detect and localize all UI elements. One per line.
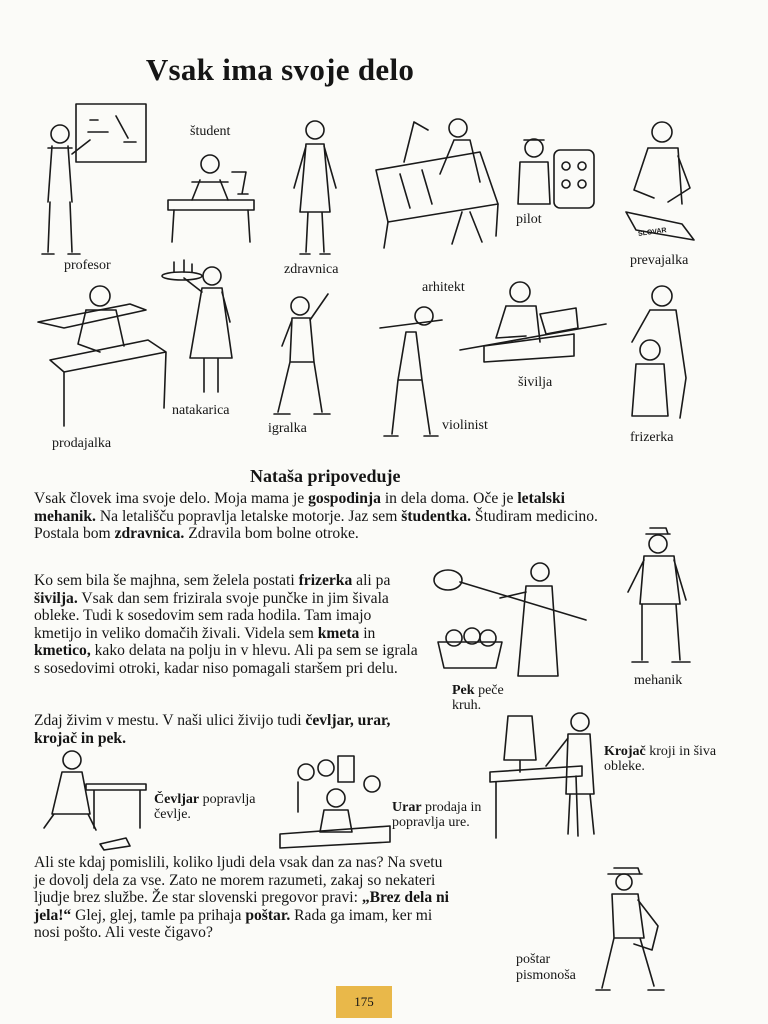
- section-subtitle: Nataša pripoveduje: [250, 466, 401, 486]
- caption-pek: [452, 683, 532, 713]
- caption-pek-rest: peče kruh.: [452, 683, 504, 713]
- p4-run-3: poštar.: [245, 906, 291, 924]
- pilot-illustration: [510, 128, 600, 212]
- p2-run-1: frizerka: [298, 572, 353, 589]
- p2-run-7: kmetico,: [34, 642, 91, 660]
- zdravnica-illustration: [284, 114, 346, 258]
- p1-run-4: Na letališču popravlja letalske motorje. Jaz sem: [95, 507, 402, 525]
- label-zdravnica: zdravnica: [284, 262, 339, 277]
- p1-run-3: letalski mehanik.: [34, 490, 565, 525]
- igralka-illustration: [270, 288, 340, 418]
- p2-run-4: Vsak dan sem frizirala svoje punčke in jim šivala obleke. Tudi k sosedovim sem rada hodila. Tam imajo kmetijo in veliko domačih živali. Videla sem: [34, 589, 389, 642]
- label-mehanik: mehanik: [634, 673, 683, 688]
- p1-run-2: in dela doma. Oče je: [380, 490, 518, 507]
- label-natakarica: natakarica: [172, 403, 230, 418]
- label-student: študent: [190, 124, 231, 139]
- caption-krojac-rest: kroji in šiva obleke.: [604, 744, 717, 774]
- caption-cevljar-bold: Čevljar: [154, 792, 200, 807]
- mehanik-illustration: [620, 520, 700, 670]
- label-arhitekt: arhitekt: [422, 280, 465, 295]
- profesor-illustration: [32, 92, 152, 260]
- natakarica-illustration: [160, 258, 246, 398]
- label-profesor: profesor: [64, 258, 111, 273]
- violinist-illustration: [376, 302, 446, 442]
- p2-run-2: ali pa: [352, 572, 391, 589]
- caption-krojac-bold: Krojač: [604, 744, 646, 759]
- slovar-book-text: SLOVAR: [637, 227, 668, 238]
- paragraph-intro: [34, 490, 616, 543]
- p1-run-8: Zdravila bom bolne otroke.: [184, 525, 359, 543]
- caption-pek-bold: Pek: [452, 683, 475, 698]
- caption-urar-bold: Urar: [392, 800, 422, 815]
- caption-urar: [392, 800, 502, 830]
- p4-run-2: Glej, glej, tamle pa prihaja: [71, 906, 246, 924]
- caption-krojac: [604, 744, 724, 774]
- p3-run-0: Zdaj živim v mestu. V naši ulici živijo tudi: [34, 712, 306, 729]
- p2-run-6: in: [359, 624, 376, 642]
- label-frizerka: frizerka: [630, 430, 674, 445]
- caption-cevljar: [154, 792, 272, 822]
- label-igralka: igralka: [268, 421, 307, 436]
- p2-run-3: šivilja.: [34, 589, 78, 607]
- caption-postar-1: poštar: [516, 952, 551, 967]
- postar-illustration: [594, 860, 666, 994]
- label-violinist: violinist: [442, 418, 488, 433]
- paragraph-work-for-all: [34, 854, 454, 942]
- paragraph-childhood: [34, 572, 420, 678]
- p4-run-1: „Brez dela ni jela!“: [34, 889, 450, 924]
- p1-run-7: zdravnica.: [114, 525, 185, 543]
- student-illustration: [162, 142, 262, 246]
- p3-run-1: čevljar, urar, krojač in pek.: [34, 712, 391, 747]
- p1-run-0: Vsak človek ima svoje delo. Moja mama je: [34, 490, 309, 507]
- paragraph-street: [34, 712, 424, 747]
- sivilja-illustration: [456, 276, 612, 366]
- label-sivilja: šivilja: [518, 375, 553, 390]
- cevljar-illustration: [34, 748, 150, 852]
- caption-postar-2: pismonoša: [516, 968, 576, 983]
- p4-run-4: Rada ga imam, ker mi nosi pošto. Ali veste čigavo?: [34, 906, 433, 942]
- p1-run-1: gospodinja: [308, 490, 381, 507]
- frizerka-illustration: [614, 282, 698, 422]
- arhitekt-illustration: [370, 112, 502, 252]
- label-prevajalka: prevajalka: [630, 253, 689, 268]
- pek-illustration: [430, 558, 594, 680]
- label-prodajalka: prodajalka: [52, 436, 112, 451]
- urar-illustration: [276, 752, 394, 850]
- caption-cevljar-rest: popravlja čevlje.: [154, 792, 256, 822]
- p2-run-8: kako delata na polju in v hlevu. Ali pa sem se igrala s sosedovimi otroki, kadar niso pomagali staršem pri delu.: [34, 642, 418, 677]
- prodajalka-illustration: [34, 280, 174, 430]
- page-title: Vsak ima svoje delo: [145, 52, 415, 87]
- label-pilot: pilot: [516, 212, 542, 227]
- caption-urar-rest: prodaja in popravlja ure.: [392, 800, 482, 830]
- p2-run-5: kmeta: [317, 624, 360, 642]
- krojac-illustration: [486, 710, 598, 842]
- p2-run-0: Ko sem bila še majhna, sem želela postati: [34, 572, 299, 589]
- p1-run-6: Študiram medicino. Postala bom: [34, 507, 598, 543]
- p1-run-5: študentka.: [401, 507, 472, 525]
- page-number: 175: [336, 986, 392, 1018]
- p4-run-0: Ali ste kdaj pomislili, koliko ljudi dela vsak dan za nas? Na svetu je dovolj dela za vse. Zato ne morem razumeti, zakaj so nekateri ljudje brez službe. Že star slovenski pregovor pravi:: [34, 854, 443, 907]
